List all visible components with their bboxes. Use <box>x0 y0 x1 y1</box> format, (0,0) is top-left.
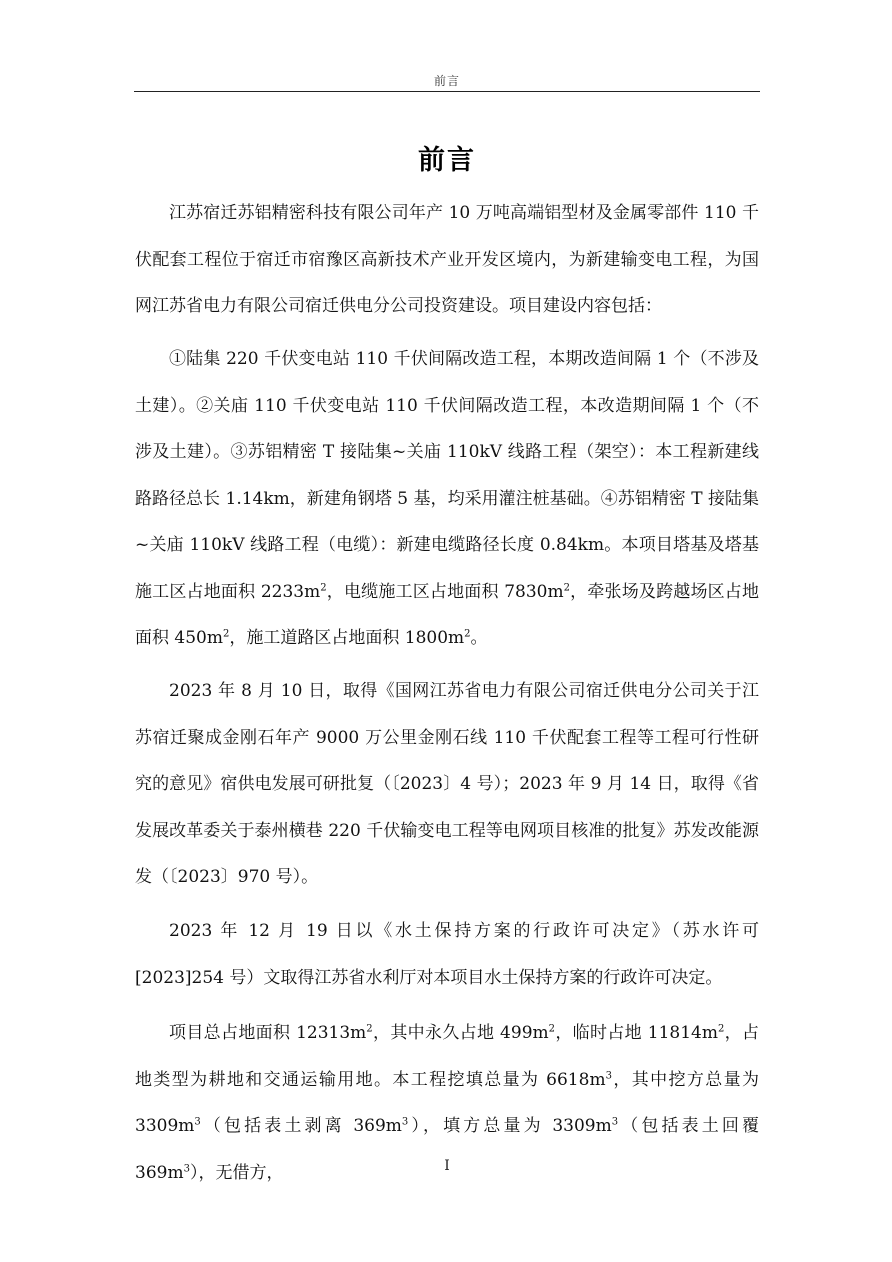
superscript: 2 <box>464 628 471 640</box>
text-segment: ，牵张场及跨越场区占地面积 450m <box>135 581 759 648</box>
superscript: 3 <box>194 1116 201 1128</box>
text-segment: ①陆集 220 千伏变电站 110 千伏间隔改造工程，本期改造间隔 1 个（不涉及土建）。②关庙 110 千伏变电站 110 千伏间隔改造工程，本改造期间隔 1 个（不涉及土建）。③苏铝精密 T 接陆集~关庙 110kV 线路工程（架空）：本工程新建线路路径总长 1.14km，新建角钢塔 5 基，均采用灌注桩基础。④苏铝精密 T 接陆集~关庙 110kV 线路工程（电缆）：新建电缆路径长度 0.84km。本项目塔基及塔基施工区占地面积 2233m <box>135 349 759 602</box>
superscript: 2 <box>563 581 570 593</box>
superscript: 2 <box>717 1023 725 1035</box>
superscript: 2 <box>222 628 230 640</box>
superscript: 2 <box>548 1023 556 1035</box>
superscript: 3 <box>183 1162 190 1174</box>
text-segment: ，临时占地 11814m <box>555 1023 718 1043</box>
paragraph-construction-content <box>135 336 759 662</box>
text-segment: ，施工道路区占地面积 1800m <box>229 628 465 648</box>
text-segment: （包括表土剥离 369m <box>200 1116 402 1136</box>
superscript: 3 <box>605 1069 612 1081</box>
text-segment: ，其中永久占地 499m <box>372 1023 549 1043</box>
text-segment: ，占地类型为耕地和交通运输用地。本工程挖填总量为 6618m <box>135 1023 760 1090</box>
superscript: 2 <box>366 1023 373 1035</box>
text-segment: ），填方总量为 3309m <box>408 1116 612 1136</box>
running-header: 前言 <box>433 74 460 88</box>
superscript: 2 <box>320 581 327 593</box>
page-number: I <box>444 1158 450 1174</box>
text-segment: 。 <box>470 628 488 648</box>
text-segment: ，其中挖方总量为 3309m <box>135 1069 759 1136</box>
page-title: 前言 <box>418 145 476 177</box>
superscript: 3 <box>611 1116 619 1128</box>
paragraph-approvals: 2023 年 8 月 10 日，取得《国网江苏省电力有限公司宿迁供电分公司关于江苏宿迁聚成金刚石年产 9000 万公里金刚石线 110 千伏配套工程等工程可行性研究的意见》宿供电发展可研批复（〔2023〕4 号）；2023 年 9 月 14 日，取得《省发展改革委关于泰州横巷 220 千伏输变电工程等电网项目核准的批复》苏发改能源发（〔2023〕970 号）。 <box>135 681 759 887</box>
text-segment: ），无借方， <box>189 1162 284 1183</box>
superscript: 3 <box>401 1116 409 1128</box>
paragraph-soil-permit: 2023 年 12 月 19 日以《水土保持方案的行政许可决定》（苏水许可[2023]254 号）文取得江苏省水利厅对本项目水土保持方案的行政许可决定。 <box>135 921 759 988</box>
header-divider <box>134 91 760 92</box>
text-segment: （包括表土回覆 369m <box>135 1116 759 1183</box>
text-segment: 项目总占地面积 12313m <box>169 1023 367 1043</box>
paragraph-project-intro: 江苏宿迁苏铝精密科技有限公司年产 10 万吨高端铝型材及金属零部件 110 千伏配套工程位于宿迁市宿豫区高新技术产业开发区境内，为新建输变电工程，为国网江苏省电力有限公司宿迁供电分公司投资建设。项目建设内容包括： <box>135 203 759 316</box>
text-segment: ，电缆施工区占地面积 7830m <box>326 581 564 602</box>
